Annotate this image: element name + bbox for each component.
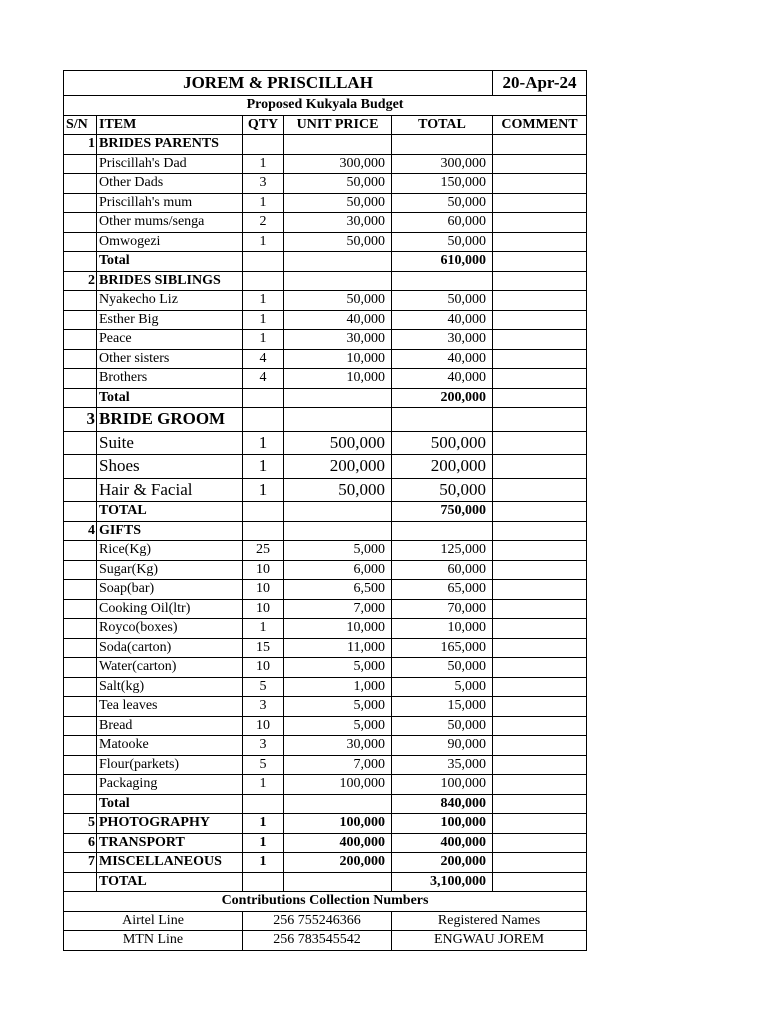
item-qty — [243, 521, 284, 541]
item-unit-price: 50,000 — [284, 193, 392, 213]
item-total: 500,000 — [392, 431, 493, 455]
item-unit-price: 50,000 — [284, 174, 392, 194]
item-name: Priscillah's Dad — [97, 154, 243, 174]
item-name: Peace — [97, 330, 243, 350]
item-name: Soap(bar) — [97, 580, 243, 600]
item-name: Esther Big — [97, 310, 243, 330]
item-total: 300,000 — [392, 154, 493, 174]
item-qty: 15 — [243, 638, 284, 658]
row-number — [64, 736, 97, 756]
subtotal-row — [64, 794, 587, 814]
table-row — [64, 349, 587, 369]
item-unit-price: 6,000 — [284, 560, 392, 580]
subtotal-row — [64, 502, 587, 522]
item-comment — [493, 872, 587, 892]
item-name: GIFTS — [97, 521, 243, 541]
section-header-row — [64, 135, 587, 155]
item-total: 15,000 — [392, 697, 493, 717]
item-total: 10,000 — [392, 619, 493, 639]
item-name: Total — [97, 252, 243, 272]
item-unit-price: 200,000 — [284, 455, 392, 479]
row-number — [64, 154, 97, 174]
item-name: Suite — [97, 431, 243, 455]
item-qty — [243, 388, 284, 408]
item-total: 100,000 — [392, 775, 493, 795]
item-comment — [493, 677, 587, 697]
item-name: MISCELLANEOUS — [97, 853, 243, 873]
item-qty: 1 — [243, 455, 284, 479]
row-number — [64, 599, 97, 619]
row-number — [64, 697, 97, 717]
item-qty: 1 — [243, 291, 284, 311]
item-unit-price: 5,000 — [284, 697, 392, 717]
item-unit-price: 5,000 — [284, 716, 392, 736]
item-comment — [493, 580, 587, 600]
item-comment — [493, 330, 587, 350]
item-name: Salt(kg) — [97, 677, 243, 697]
item-name: Other Dads — [97, 174, 243, 194]
item-comment — [493, 408, 587, 432]
item-qty: 3 — [243, 736, 284, 756]
item-name: Hair & Facial — [97, 478, 243, 502]
item-name: TOTAL — [97, 872, 243, 892]
item-comment — [493, 755, 587, 775]
item-total: 35,000 — [392, 755, 493, 775]
item-name: Brothers — [97, 369, 243, 389]
item-comment — [493, 271, 587, 291]
col-header-qty: QTY — [243, 115, 284, 135]
item-qty: 10 — [243, 599, 284, 619]
item-name: Bread — [97, 716, 243, 736]
item-total: 5,000 — [392, 677, 493, 697]
item-unit-price — [284, 388, 392, 408]
row-number — [64, 658, 97, 678]
item-unit-price: 30,000 — [284, 736, 392, 756]
item-name: Flour(parkets) — [97, 755, 243, 775]
item-comment — [493, 252, 587, 272]
item-comment — [493, 599, 587, 619]
item-unit-price: 50,000 — [284, 291, 392, 311]
item-unit-price: 7,000 — [284, 599, 392, 619]
item-name: BRIDES SIBLINGS — [97, 271, 243, 291]
item-name: Other mums/senga — [97, 213, 243, 233]
item-total: 50,000 — [392, 193, 493, 213]
table-row — [64, 716, 587, 736]
item-unit-price: 300,000 — [284, 154, 392, 174]
table-row — [64, 736, 587, 756]
item-qty: 1 — [243, 330, 284, 350]
item-total: 750,000 — [392, 502, 493, 522]
item-total: 165,000 — [392, 638, 493, 658]
item-qty: 1 — [243, 853, 284, 873]
table-row — [64, 291, 587, 311]
item-comment — [493, 232, 587, 252]
item-qty: 10 — [243, 658, 284, 678]
item-qty: 25 — [243, 541, 284, 561]
col-header-unit-price: UNIT PRICE — [284, 115, 392, 135]
item-total — [392, 135, 493, 155]
table-row — [64, 560, 587, 580]
table-row — [64, 174, 587, 194]
item-comment — [493, 521, 587, 541]
item-qty: 4 — [243, 349, 284, 369]
item-unit-price: 40,000 — [284, 310, 392, 330]
item-unit-price — [284, 502, 392, 522]
row-number — [64, 580, 97, 600]
row-number — [64, 330, 97, 350]
item-total — [392, 271, 493, 291]
item-comment — [493, 369, 587, 389]
subtotal-row — [64, 252, 587, 272]
table-row — [64, 193, 587, 213]
item-comment — [493, 455, 587, 479]
table-row — [64, 369, 587, 389]
item-total: 60,000 — [392, 213, 493, 233]
item-qty: 10 — [243, 560, 284, 580]
contribution-number: 256 755246366 — [243, 911, 392, 931]
item-comment — [493, 478, 587, 502]
item-comment — [493, 775, 587, 795]
item-unit-price: 500,000 — [284, 431, 392, 455]
table-row — [64, 310, 587, 330]
item-unit-price: 11,000 — [284, 638, 392, 658]
item-unit-price — [284, 521, 392, 541]
item-comment — [493, 502, 587, 522]
item-name: Sugar(Kg) — [97, 560, 243, 580]
item-unit-price — [284, 271, 392, 291]
contribution-number: 256 783545542 — [243, 931, 392, 951]
item-qty — [243, 408, 284, 432]
row-number — [64, 638, 97, 658]
item-name: Nyakecho Liz — [97, 291, 243, 311]
table-row — [64, 580, 587, 600]
row-number — [64, 794, 97, 814]
row-number: 6 — [64, 833, 97, 853]
item-total: 60,000 — [392, 560, 493, 580]
item-comment — [493, 193, 587, 213]
item-comment — [493, 736, 587, 756]
item-comment — [493, 388, 587, 408]
document-date: 20-Apr-24 — [493, 71, 587, 96]
item-comment — [493, 213, 587, 233]
item-name: TRANSPORT — [97, 833, 243, 853]
table-row — [64, 677, 587, 697]
row-number — [64, 872, 97, 892]
column-header-row — [64, 115, 587, 135]
item-comment — [493, 853, 587, 873]
row-number: 5 — [64, 814, 97, 834]
table-row — [64, 478, 587, 502]
row-number: 1 — [64, 135, 97, 155]
table-row — [64, 638, 587, 658]
table-row — [64, 232, 587, 252]
item-qty: 4 — [243, 369, 284, 389]
item-qty: 1 — [243, 478, 284, 502]
item-qty: 1 — [243, 310, 284, 330]
item-name: Packaging — [97, 775, 243, 795]
table-row — [64, 853, 587, 873]
item-total: 50,000 — [392, 716, 493, 736]
row-number — [64, 388, 97, 408]
item-unit-price — [284, 252, 392, 272]
contribution-row — [64, 911, 587, 931]
contribution-name: MTN Line — [64, 931, 243, 951]
item-total: 200,000 — [392, 455, 493, 479]
row-number: 3 — [64, 408, 97, 432]
item-qty — [243, 794, 284, 814]
item-name: Soda(carton) — [97, 638, 243, 658]
item-unit-price: 400,000 — [284, 833, 392, 853]
item-total: 150,000 — [392, 174, 493, 194]
item-qty: 10 — [243, 580, 284, 600]
row-number — [64, 560, 97, 580]
item-total: 40,000 — [392, 369, 493, 389]
item-qty — [243, 872, 284, 892]
col-header-sn: S/N — [64, 115, 97, 135]
row-number — [64, 369, 97, 389]
title-row — [64, 71, 587, 96]
budget-table — [63, 70, 587, 892]
section-header-row — [64, 521, 587, 541]
contribution-row — [64, 931, 587, 951]
item-comment — [493, 560, 587, 580]
document-subtitle: Proposed Kukyala Budget — [64, 96, 587, 116]
item-unit-price: 10,000 — [284, 349, 392, 369]
item-comment — [493, 135, 587, 155]
item-unit-price: 100,000 — [284, 775, 392, 795]
item-name: Other sisters — [97, 349, 243, 369]
item-comment — [493, 349, 587, 369]
item-name: Total — [97, 388, 243, 408]
item-comment — [493, 174, 587, 194]
item-qty — [243, 271, 284, 291]
item-name: Royco(boxes) — [97, 619, 243, 639]
subtitle-row — [64, 96, 587, 116]
item-unit-price: 50,000 — [284, 478, 392, 502]
item-name: Water(carton) — [97, 658, 243, 678]
item-qty: 3 — [243, 697, 284, 717]
table-row — [64, 213, 587, 233]
table-row — [64, 330, 587, 350]
row-number: 2 — [64, 271, 97, 291]
item-total: 90,000 — [392, 736, 493, 756]
item-name: TOTAL — [97, 502, 243, 522]
item-qty — [243, 502, 284, 522]
row-number — [64, 755, 97, 775]
col-header-total: TOTAL — [392, 115, 493, 135]
item-comment — [493, 697, 587, 717]
section-header-row — [64, 408, 587, 432]
item-comment — [493, 638, 587, 658]
item-unit-price: 200,000 — [284, 853, 392, 873]
table-row — [64, 455, 587, 479]
item-qty: 5 — [243, 677, 284, 697]
item-total: 65,000 — [392, 580, 493, 600]
item-qty: 5 — [243, 755, 284, 775]
item-total: 100,000 — [392, 814, 493, 834]
item-name: BRIDES PARENTS — [97, 135, 243, 155]
item-qty: 1 — [243, 232, 284, 252]
item-total: 610,000 — [392, 252, 493, 272]
item-qty: 3 — [243, 174, 284, 194]
item-total: 40,000 — [392, 310, 493, 330]
table-row — [64, 599, 587, 619]
item-unit-price: 30,000 — [284, 330, 392, 350]
item-qty: 2 — [243, 213, 284, 233]
item-unit-price: 6,500 — [284, 580, 392, 600]
item-comment — [493, 658, 587, 678]
item-qty: 1 — [243, 833, 284, 853]
contributions-heading: Contributions Collection Numbers — [64, 892, 587, 912]
item-total: 40,000 — [392, 349, 493, 369]
row-number: 4 — [64, 521, 97, 541]
item-comment — [493, 541, 587, 561]
item-unit-price: 10,000 — [284, 619, 392, 639]
item-qty — [243, 135, 284, 155]
item-total: 400,000 — [392, 833, 493, 853]
row-number — [64, 174, 97, 194]
row-number — [64, 455, 97, 479]
item-unit-price: 100,000 — [284, 814, 392, 834]
table-row — [64, 814, 587, 834]
item-comment — [493, 794, 587, 814]
item-unit-price: 5,000 — [284, 541, 392, 561]
item-qty: 1 — [243, 154, 284, 174]
row-number — [64, 619, 97, 639]
table-row — [64, 658, 587, 678]
item-comment — [493, 814, 587, 834]
item-name: PHOTOGRAPHY — [97, 814, 243, 834]
item-comment — [493, 154, 587, 174]
table-row — [64, 541, 587, 561]
subtotal-row — [64, 872, 587, 892]
item-name: Omwogezi — [97, 232, 243, 252]
item-unit-price — [284, 872, 392, 892]
item-total: 3,100,000 — [392, 872, 493, 892]
document-title: JOREM & PRISCILLAH — [64, 71, 493, 96]
item-total: 200,000 — [392, 853, 493, 873]
item-total: 50,000 — [392, 658, 493, 678]
item-name: Rice(Kg) — [97, 541, 243, 561]
table-row — [64, 755, 587, 775]
item-name: Total — [97, 794, 243, 814]
item-total: 50,000 — [392, 478, 493, 502]
item-name: Tea leaves — [97, 697, 243, 717]
item-unit-price: 10,000 — [284, 369, 392, 389]
row-number: 7 — [64, 853, 97, 873]
item-name: Priscillah's mum — [97, 193, 243, 213]
row-number — [64, 193, 97, 213]
item-qty: 1 — [243, 814, 284, 834]
row-number — [64, 502, 97, 522]
row-number — [64, 431, 97, 455]
row-number — [64, 775, 97, 795]
item-comment — [493, 431, 587, 455]
item-name: Matooke — [97, 736, 243, 756]
table-row — [64, 833, 587, 853]
item-total: 840,000 — [392, 794, 493, 814]
row-number — [64, 213, 97, 233]
item-total: 50,000 — [392, 232, 493, 252]
row-number — [64, 291, 97, 311]
item-unit-price: 30,000 — [284, 213, 392, 233]
row-number — [64, 310, 97, 330]
contribution-name: Airtel Line — [64, 911, 243, 931]
item-unit-price: 50,000 — [284, 232, 392, 252]
item-total: 30,000 — [392, 330, 493, 350]
item-qty: 1 — [243, 619, 284, 639]
item-qty: 1 — [243, 193, 284, 213]
item-qty — [243, 252, 284, 272]
item-unit-price: 5,000 — [284, 658, 392, 678]
budget-sheet — [63, 70, 586, 951]
item-name: Cooking Oil(ltr) — [97, 599, 243, 619]
table-row — [64, 619, 587, 639]
table-row — [64, 431, 587, 455]
item-total: 200,000 — [392, 388, 493, 408]
contribution-note: ENGWAU JOREM — [392, 931, 587, 951]
item-comment — [493, 291, 587, 311]
item-qty: 10 — [243, 716, 284, 736]
item-comment — [493, 310, 587, 330]
subtotal-row — [64, 388, 587, 408]
row-number — [64, 478, 97, 502]
row-number — [64, 252, 97, 272]
item-unit-price — [284, 408, 392, 432]
item-qty: 1 — [243, 775, 284, 795]
item-total — [392, 521, 493, 541]
row-number — [64, 716, 97, 736]
item-unit-price: 1,000 — [284, 677, 392, 697]
item-comment — [493, 619, 587, 639]
item-comment — [493, 716, 587, 736]
section-header-row — [64, 271, 587, 291]
item-total: 70,000 — [392, 599, 493, 619]
contribution-note: Registered Names — [392, 911, 587, 931]
row-number — [64, 349, 97, 369]
item-total — [392, 408, 493, 432]
table-row — [64, 697, 587, 717]
contributions-heading-row — [64, 892, 587, 912]
item-total: 50,000 — [392, 291, 493, 311]
item-qty: 1 — [243, 431, 284, 455]
item-comment — [493, 833, 587, 853]
row-number — [64, 541, 97, 561]
item-name: BRIDE GROOM — [97, 408, 243, 432]
table-row — [64, 154, 587, 174]
row-number — [64, 232, 97, 252]
item-total: 125,000 — [392, 541, 493, 561]
contributions-table — [63, 891, 587, 951]
table-row — [64, 775, 587, 795]
item-unit-price — [284, 794, 392, 814]
item-unit-price — [284, 135, 392, 155]
item-name: Shoes — [97, 455, 243, 479]
col-header-item: ITEM — [97, 115, 243, 135]
item-unit-price: 7,000 — [284, 755, 392, 775]
row-number — [64, 677, 97, 697]
col-header-comment: COMMENT — [493, 115, 587, 135]
